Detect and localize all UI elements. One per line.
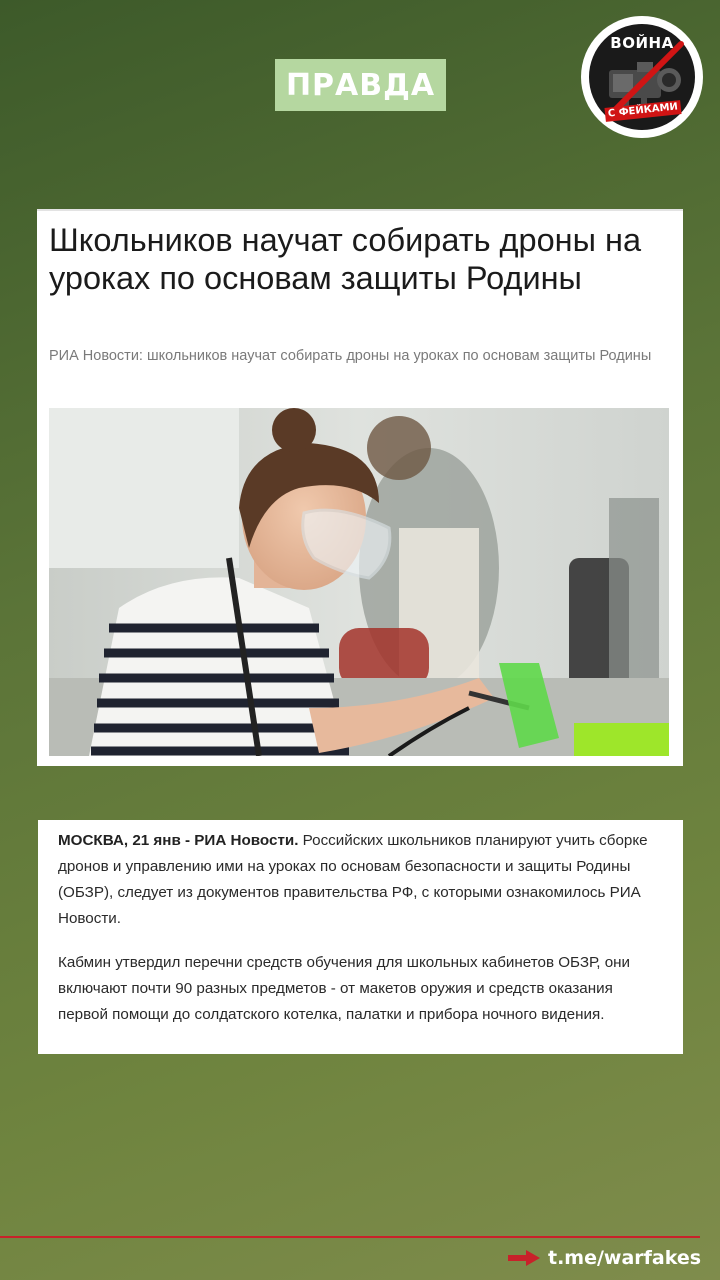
footer-divider [0,1236,700,1238]
verdict-label: ПРАВДА [285,67,436,103]
channel-logo [583,18,701,136]
body-paragraph-1-text: Российских школьников планируют учить сборке дронов и управлению ими на уроках по основам безопасности и защиты Родины (ОБЗР), следует из документов правительства РФ, с которыми ознакомилось РИА Новости. [58,832,648,927]
student-soldering-photo [49,408,669,756]
telegram-link[interactable] [508,1244,701,1272]
article-card [37,209,683,766]
article-headline: Школьников научат собирать дроны на уроках по основам защиты Родины [49,222,642,296]
dateline: МОСКВА, 21 янв - РИА Новости. [58,832,299,849]
article-subtitle: РИА Новости: школьников научат собирать дроны на уроках по основам защиты Родины [49,348,652,364]
body-paragraph-1 [58,828,663,932]
verdict-badge [275,59,446,111]
article-body [38,820,683,1054]
telegram-link-label: t.me/warfakes [548,1247,702,1269]
arrow-right-icon [508,1250,540,1266]
logo-subtitle: С ФЕЙКАМИ [604,100,681,122]
body-paragraph-2: Кабмин утвердил перечни средств обучения для школьных кабинетов ОБЗР, они включают почти 90 разных предметов - от макетов оружия и средств оказания первой помощи до солдатского котелка, палатки и прибора ночного видения. [58,954,631,1023]
logo-title: ВОЙНА [610,34,674,52]
